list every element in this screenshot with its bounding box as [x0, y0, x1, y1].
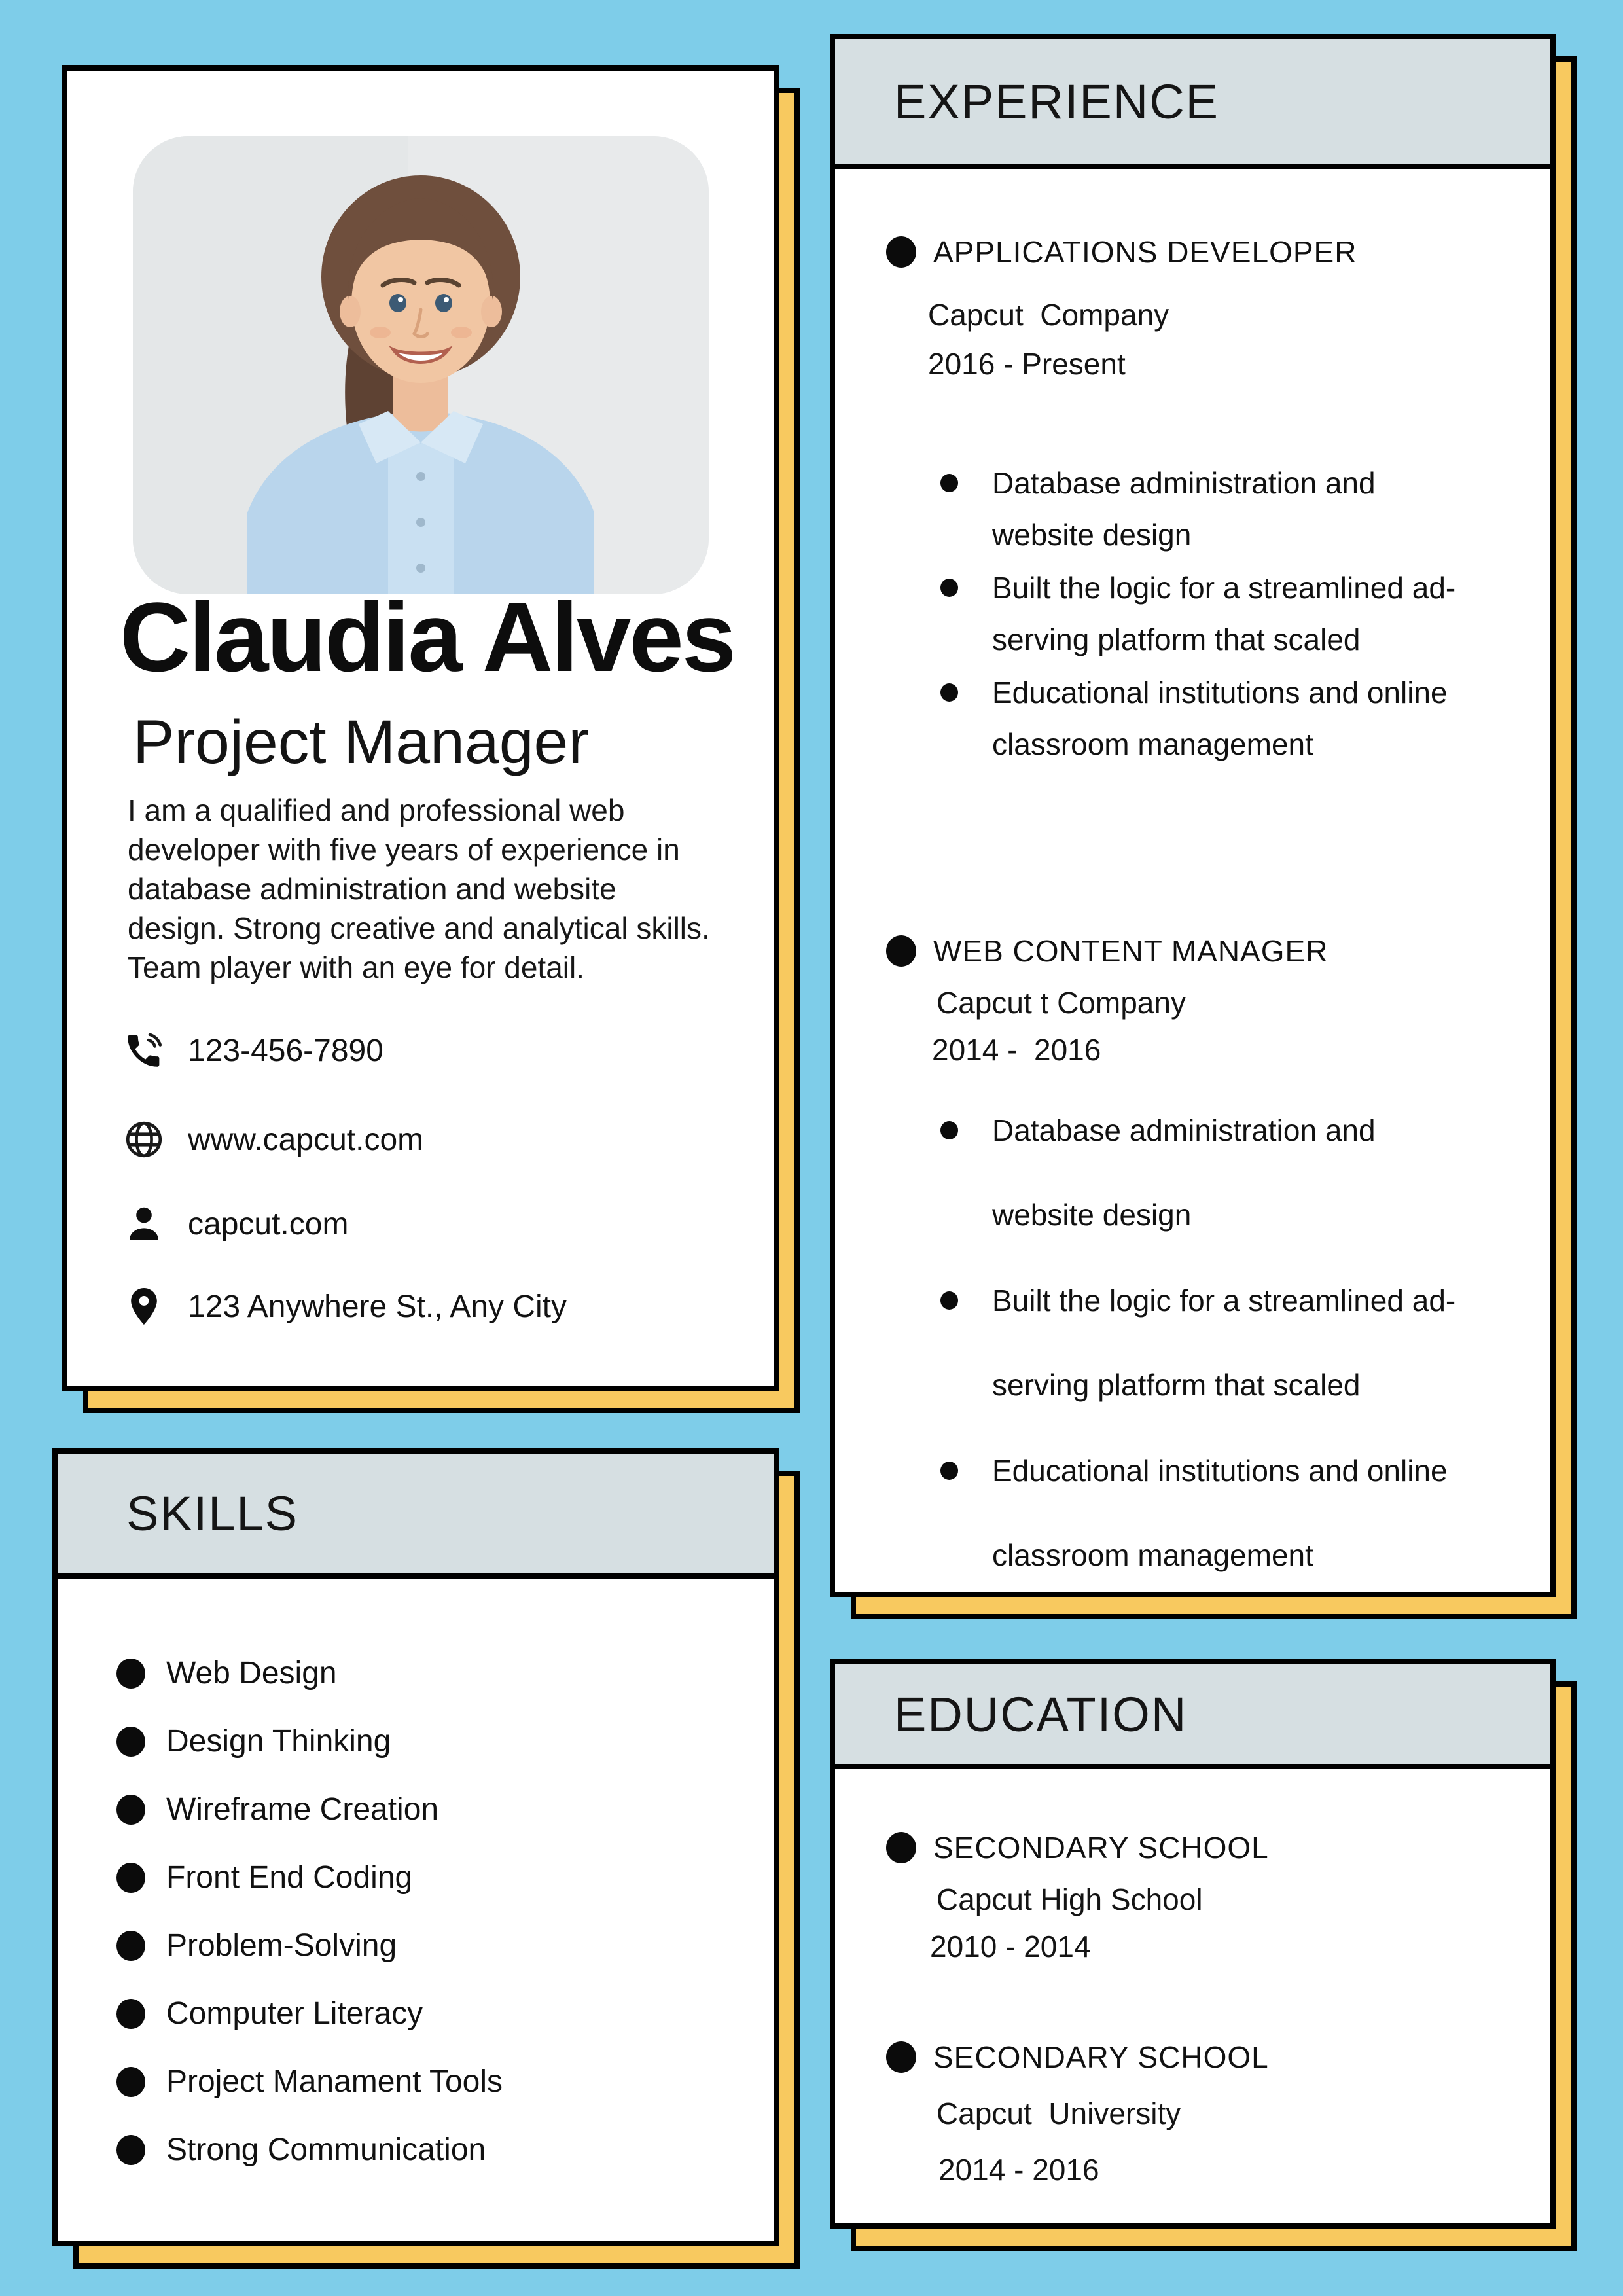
person-title: Project Manager — [133, 708, 590, 777]
education-entry-row — [886, 1830, 1269, 1865]
skill-item — [116, 1791, 438, 1827]
contact-website — [122, 1118, 423, 1161]
skills-card — [52, 1448, 779, 2246]
job-dates: 2014 - 2016 — [932, 1033, 1101, 1067]
experience-heading: EXPERIENCE — [894, 74, 1220, 129]
contact-username-value: capcut.com — [188, 1206, 349, 1242]
job-company: Capcut Company — [928, 298, 1169, 332]
globe-icon — [122, 1118, 166, 1161]
skills-header — [58, 1454, 774, 1579]
bullet-icon — [116, 1863, 145, 1893]
job-bullet — [940, 675, 1448, 710]
skill-label: Wireframe Creation — [166, 1792, 439, 1827]
summary-line: Team player with an eye for detail. — [128, 950, 585, 984]
bullet-icon — [116, 1727, 145, 1757]
education-entry-row — [886, 2039, 1269, 2075]
contact-address-value: 123 Anywhere St., Any City — [188, 1289, 567, 1324]
job-bullet-line: Database administration and — [992, 1113, 1376, 1147]
profile-photo — [133, 136, 709, 594]
job-bullet — [940, 1113, 1376, 1148]
job-bullet-line: Built the logic for a streamlined ad- — [992, 571, 1456, 605]
job-bullet-line: Educational institutions and online — [992, 675, 1448, 709]
job-bullet-line: classroom management — [992, 727, 1313, 761]
education-school: Capcut University — [936, 2096, 1181, 2130]
profile-summary — [128, 791, 756, 987]
bullet-icon — [116, 1659, 145, 1689]
bullet-icon — [940, 1291, 958, 1310]
bullet-icon — [116, 1931, 145, 1961]
job-bullet — [940, 1283, 1455, 1318]
skills-heading: SKILLS — [126, 1486, 298, 1541]
skill-item — [116, 2132, 486, 2168]
skill-label: Design Thinking — [166, 1724, 391, 1759]
experience-header — [835, 39, 1550, 169]
job-bullet — [940, 1453, 1448, 1488]
contact-phone-value: 123-456-7890 — [188, 1033, 383, 1068]
bullet-icon — [886, 2041, 916, 2073]
contact-address — [122, 1285, 567, 1328]
education-dates: 2010 - 2014 — [930, 1929, 1091, 1964]
job-bullet-line: website design — [992, 1198, 1192, 1232]
profile-photo-illustration — [133, 136, 709, 594]
job-role: APPLICATIONS DEVELOPER — [933, 235, 1357, 269]
summary-line: I am a qualified and professional web — [128, 793, 625, 827]
job-dates: 2016 - Present — [928, 347, 1126, 381]
job-bullet-line: serving platform that scaled — [992, 1368, 1361, 1402]
bullet-icon — [940, 683, 958, 702]
skill-label: Project Manament Tools — [166, 2064, 503, 2099]
skill-item — [116, 1859, 412, 1895]
bullet-icon — [940, 579, 958, 597]
summary-line: developer with five years of experience in — [128, 833, 680, 867]
education-level: SECONDARY SCHOOL — [933, 1831, 1269, 1865]
bullet-icon — [116, 2135, 145, 2165]
skill-item — [116, 1655, 337, 1691]
profile-card — [62, 65, 779, 1391]
education-card — [830, 1659, 1556, 2229]
education-heading: EDUCATION — [894, 1687, 1188, 1742]
skill-item — [116, 2064, 503, 2100]
job-role: WEB CONTENT MANAGER — [933, 934, 1329, 968]
bullet-icon — [940, 1121, 958, 1139]
contact-website-value: www.capcut.com — [188, 1122, 424, 1157]
location-icon — [122, 1285, 166, 1328]
bullet-icon — [886, 935, 916, 967]
education-header — [835, 1664, 1550, 1769]
bullet-icon — [940, 1462, 958, 1480]
contact-phone — [122, 1029, 383, 1072]
education-school: Capcut High School — [936, 1882, 1203, 1916]
job-company: Capcut t Company — [936, 986, 1186, 1020]
skill-label: Computer Literacy — [166, 1996, 423, 2031]
job-bullet — [940, 465, 1376, 501]
skill-item — [116, 1928, 397, 1964]
experience-card — [830, 34, 1556, 1597]
contact-username — [122, 1202, 348, 1246]
skill-item — [116, 1723, 391, 1759]
education-dates: 2014 - 2016 — [938, 2153, 1099, 2187]
job-bullet-line: Built the logic for a streamlined ad- — [992, 1283, 1456, 1318]
bullet-icon — [886, 1832, 916, 1863]
skill-item — [116, 1996, 423, 2032]
job-bullet-line: Educational institutions and online — [992, 1454, 1448, 1488]
skill-label: Strong Communication — [166, 2132, 486, 2167]
education-level: SECONDARY SCHOOL — [933, 2040, 1269, 2074]
bullet-icon — [116, 2067, 145, 2097]
job-bullet-line: website design — [992, 518, 1192, 552]
bullet-icon — [940, 474, 958, 492]
summary-line: design. Strong creative and analytical skills. — [128, 911, 710, 945]
job-title-row — [886, 933, 1328, 969]
job-bullet-line: classroom management — [992, 1538, 1313, 1572]
job-title-row — [886, 234, 1357, 270]
skill-label: Problem-Solving — [166, 1928, 397, 1963]
bullet-icon — [116, 1999, 145, 2029]
job-bullet — [940, 570, 1455, 605]
person-name: Claudia Alves — [120, 582, 735, 692]
skill-label: Front End Coding — [166, 1860, 413, 1895]
summary-line: database administration and website — [128, 872, 616, 906]
bullet-icon — [116, 1795, 145, 1825]
job-bullet-line: serving platform that scaled — [992, 622, 1361, 656]
bullet-icon — [886, 236, 916, 268]
job-bullet-line: Database administration and — [992, 466, 1376, 500]
person-icon — [122, 1202, 166, 1246]
skill-label: Web Design — [166, 1656, 337, 1691]
phone-icon — [122, 1029, 166, 1072]
